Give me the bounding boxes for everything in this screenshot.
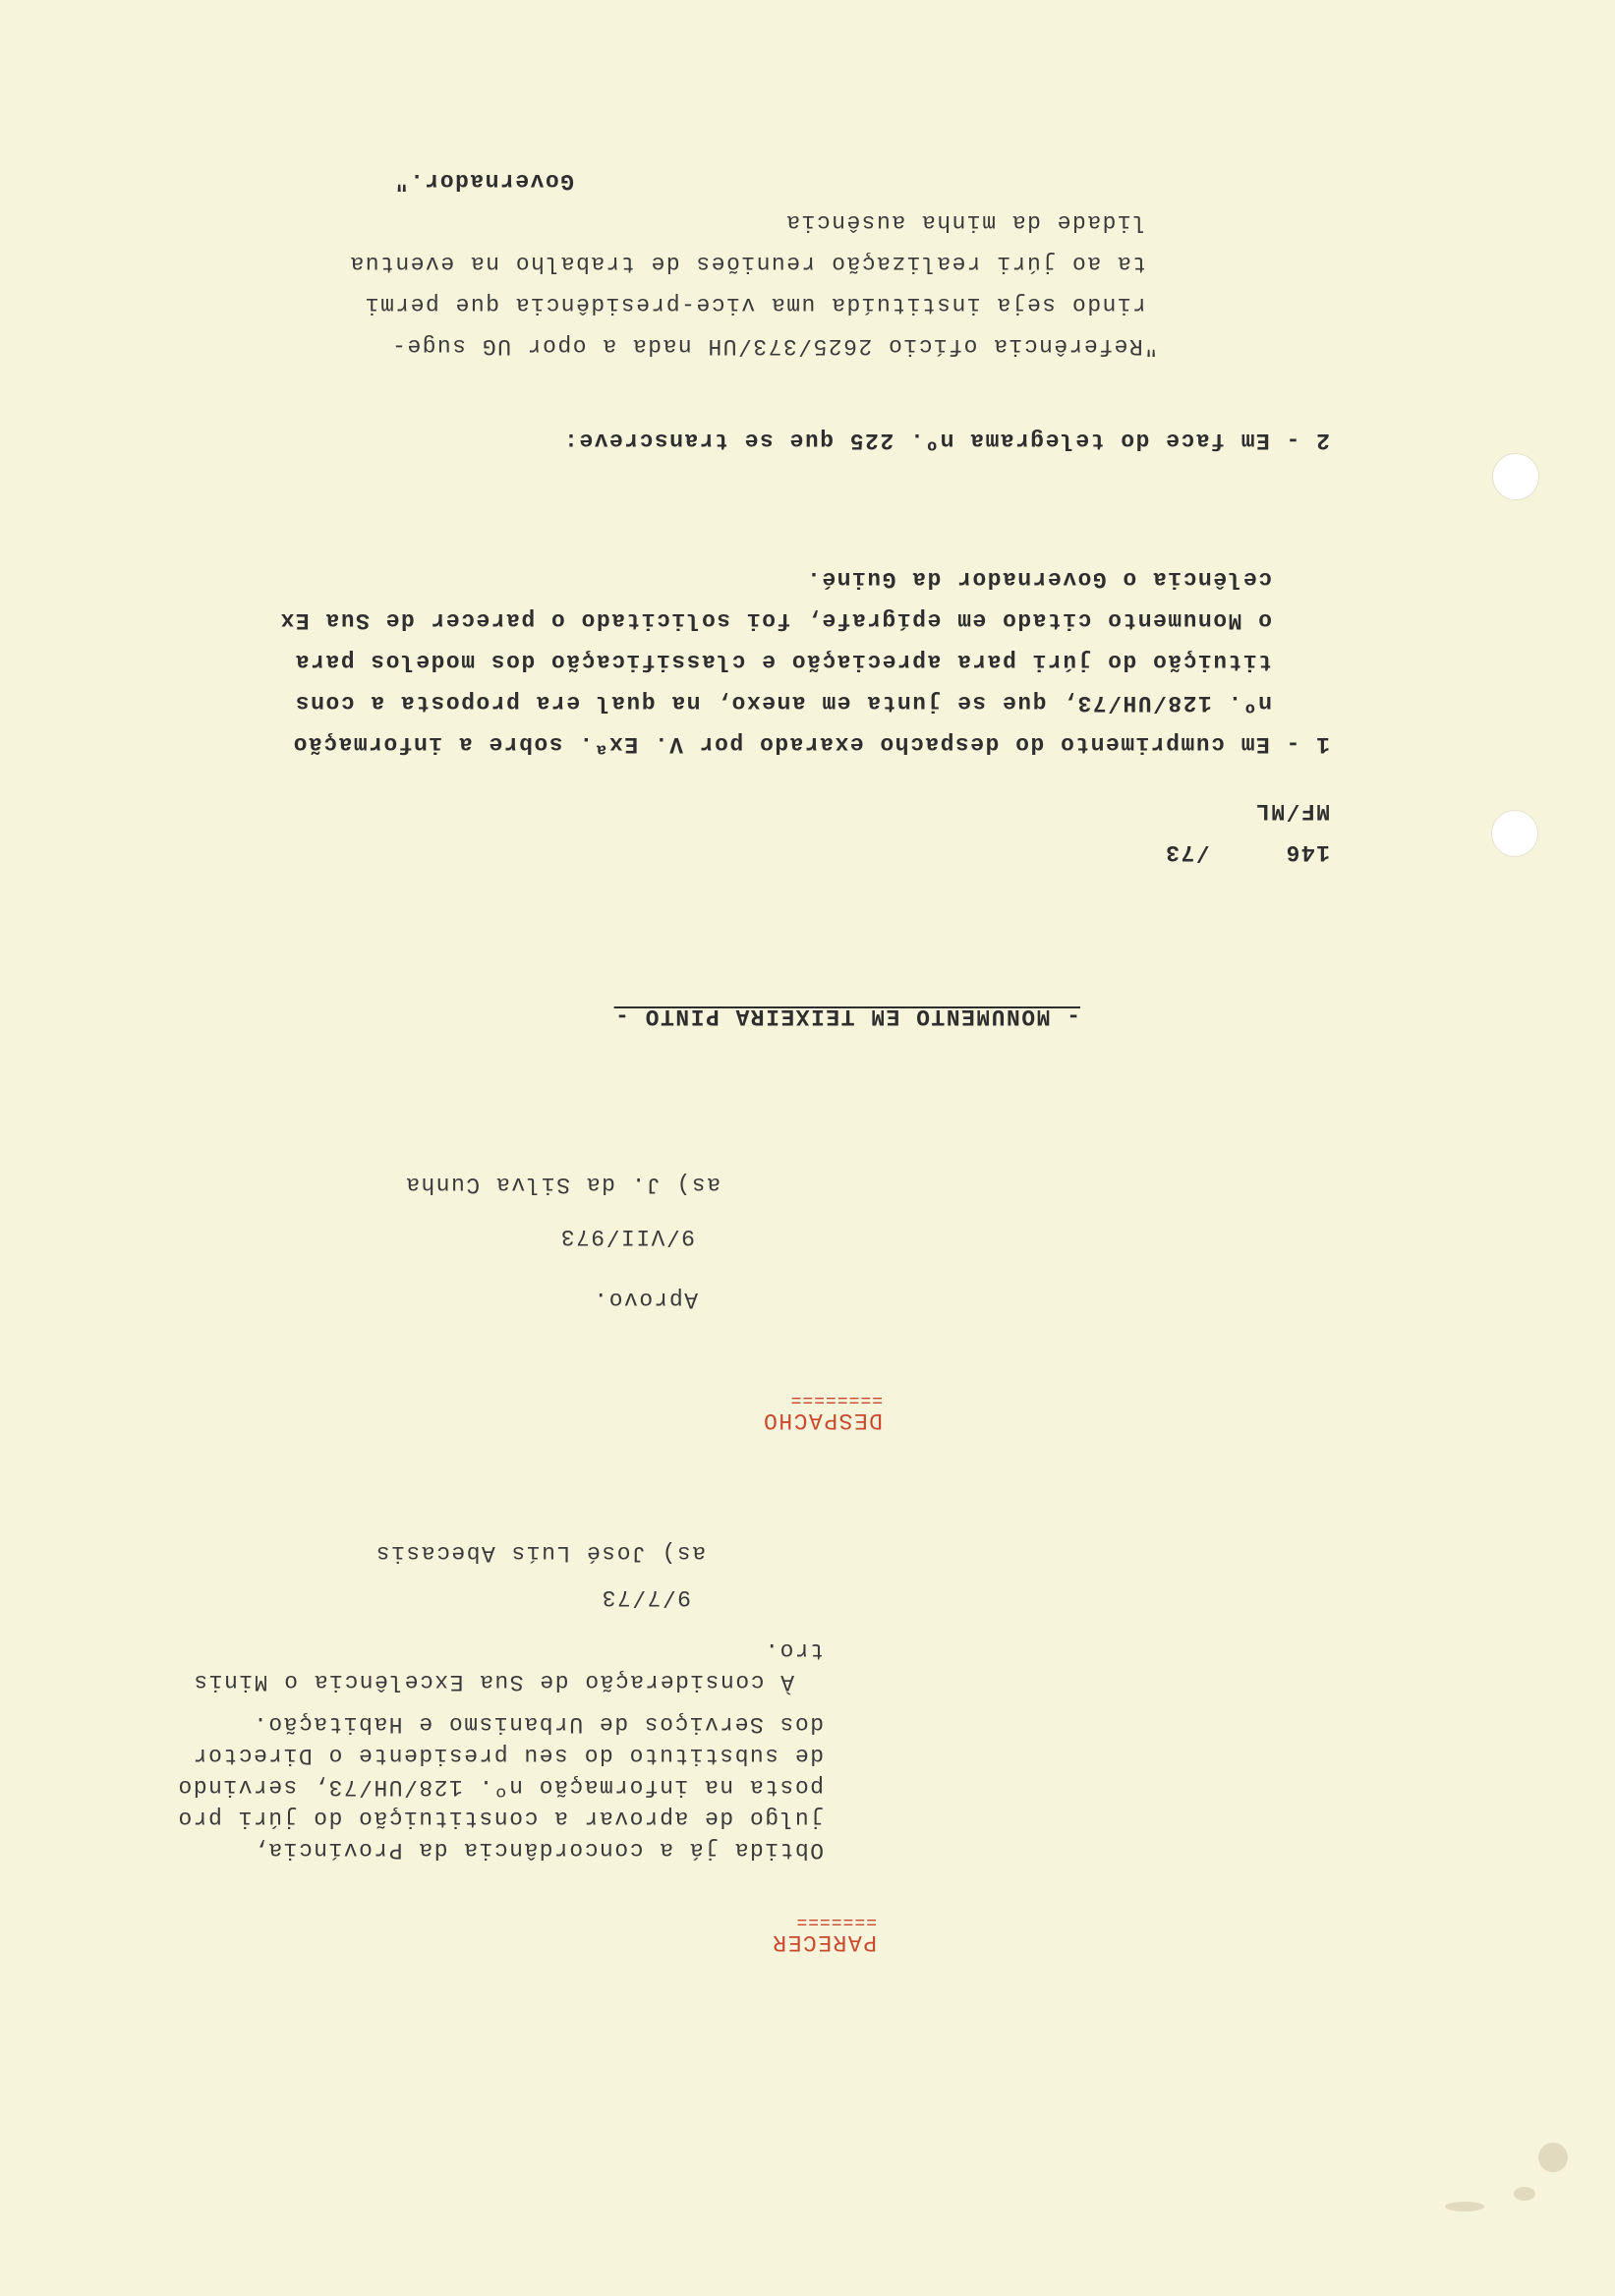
telegram-quote-line: lidade da minha ausência [784, 209, 1146, 235]
despacho-date: 9/VII/973 [559, 1224, 695, 1249]
parecer-heading-rule: ======= [795, 1911, 877, 1930]
despacho-heading-rule: ======== [789, 1389, 883, 1408]
parecer-line: de substituto do seu presidente o Director [192, 1743, 824, 1768]
parecer-line: julgo de aprovar a constituição do júri pro [177, 1806, 824, 1831]
body-paragraph-1-line: nº. 128/UH/73, que se junta em anexo, na qual era proposta a cons [294, 690, 1272, 716]
telegram-quote-line: "Referência ofício 2625/373/UH nada a opor UG suge- [390, 333, 1158, 359]
punch-hole [1492, 453, 1539, 500]
parecer-line: tro. [763, 1637, 824, 1663]
parecer-line: posta na informação nº. 128/UH/73, servindo [177, 1774, 824, 1800]
body-paragraph-1-line: 1 - Em cumprimento do despacho exarado por V. Exª. sobre a informação [292, 731, 1330, 757]
parecer-heading: PARECER [771, 1929, 877, 1955]
despacho-text: Aprovo. [592, 1287, 698, 1312]
parecer-signature: as) José Luís Abecasis [375, 1540, 706, 1566]
parecer-line: dos Serviços de Urbanismo e Habitação. [252, 1711, 824, 1737]
parecer-line: Obtida já a concordância da Província, [252, 1837, 824, 1863]
punch-hole [1491, 810, 1538, 857]
reference-number: 146 /73 [1164, 839, 1330, 865]
parecer-line: À consideração de Sua Excelência o Minis [192, 1669, 794, 1694]
body-paragraph-1-line: celência o Governador da Guiné. [805, 566, 1272, 592]
body-paragraph-2: 2 - Em face do telegrama nº. 225 que se transcreve: [562, 428, 1330, 453]
parecer-date: 9/7/73 [601, 1584, 691, 1610]
body-paragraph-1-line: tituição do júri para apreciação e classificação dos modelos para [294, 649, 1272, 674]
despacho-heading: DESPACHO [762, 1407, 883, 1433]
reference-initials: MF/ML [1254, 798, 1330, 824]
telegram-signature: Governador." [393, 168, 574, 194]
subject-title: - MONUMENTO EM TEIXEIRA PINTO - [613, 1004, 1080, 1029]
telegram-quote-line: rindo seja instituída uma vice-presidência que permi [364, 292, 1146, 317]
despacho-signature: as) J. da Silva Cunha [404, 1172, 721, 1197]
telegram-quote-line: ta ao júri realização reuniões de trabalho na eventua [348, 251, 1146, 276]
body-paragraph-1-line: o Monumento citado em epígrafe, foi solicitado o parecer de Sua Ex [279, 607, 1272, 633]
